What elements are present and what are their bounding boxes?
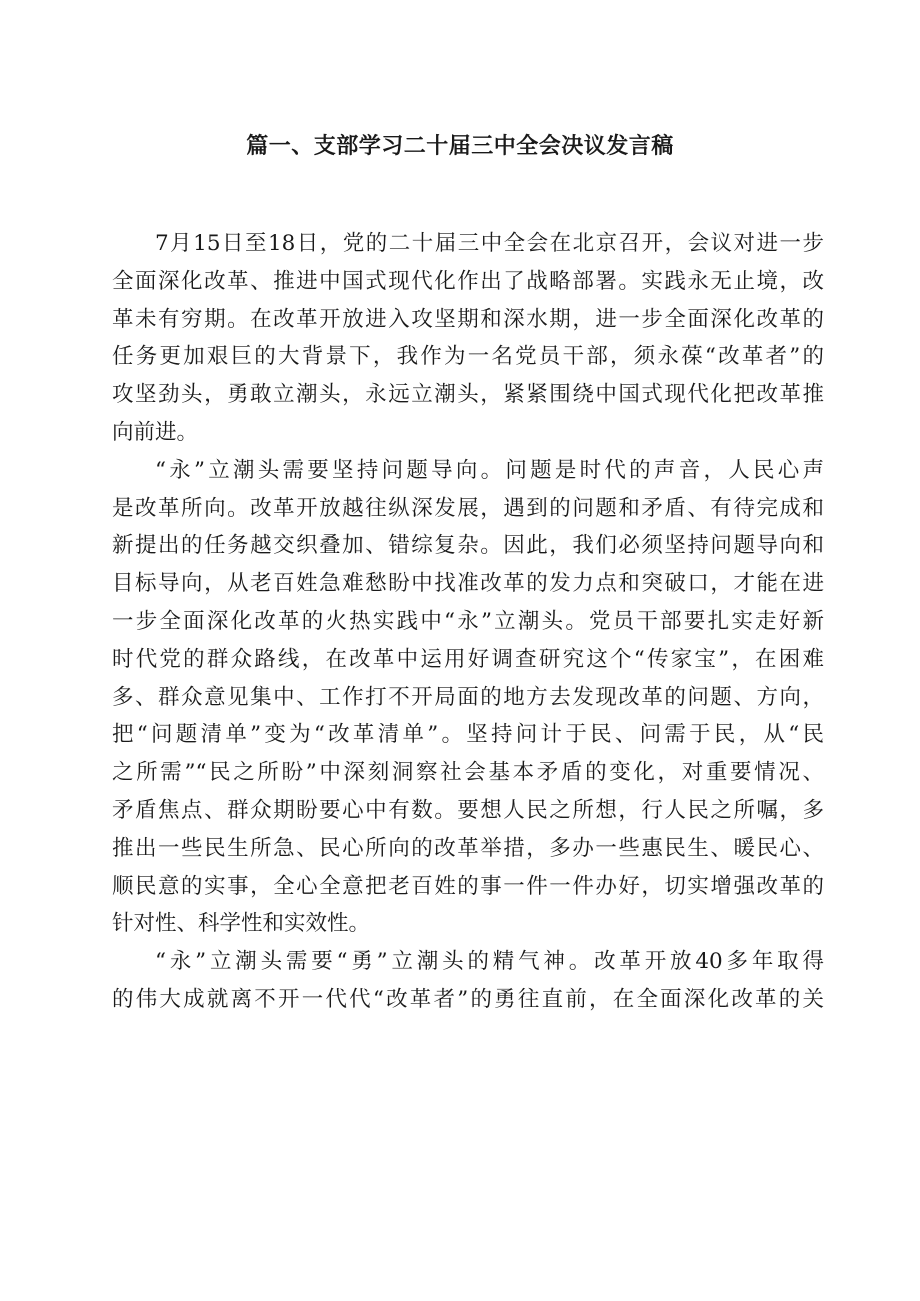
paragraph-line: 革未有穷期。在改革开放进入攻坚期和深水期，进一步全面深化改革的 [112,306,824,332]
paragraph-line: 攻坚劲头，勇敢立潮头，永远立潮头，紧紧围绕中国式现代化把改革推 [112,382,824,408]
paragraph-line: 一步全面深化改革的火热实践中“永”立潮头。党员干部要扎实走好新 [112,608,824,634]
paragraph-line: 目标导向，从老百姓急难愁盼中找准改革的发力点和突破口，才能在进 [112,571,824,597]
page-title: 篇一、支部学习二十届三中全会决议发言稿 [246,134,674,159]
paragraph-line: 的伟大成就离不开一代代“改革者”的勇往直前，在全面深化改革的关 [112,986,824,1012]
paragraph-line: 之所需”“民之所盼”中深刻洞察社会基本矛盾的变化，对重要情况、 [112,760,824,786]
paragraph-line: 多、群众意见集中、工作打不开局面的地方去发现改革的问题、方向， [112,684,824,710]
paragraph-line: 7月15日至18日，党的二十届三中全会在北京召开，会议对进一步 [155,231,824,256]
paragraph-line: 推出一些民生所急、民心所向的改革举措，多办一些惠民生、暖民心、 [112,835,824,861]
paragraph-line: 时代党的群众路线，在改革中运用好调查研究这个“传家宝”，在困难 [112,646,824,672]
paragraph-line: 新提出的任务越交织叠加、错综复杂。因此，我们必须坚持问题导向和 [112,533,824,559]
paragraph-3 [112,943,824,1019]
paragraph-line: 全面深化改革、推进中国式现代化作出了战略部署。实践永无止境，改 [112,268,824,294]
paragraph-line: 矛盾焦点、群众期盼要心中有数。要想人民之所想，行人民之所嘱，多 [112,797,824,823]
paragraph-line: 把“问题清单”变为“改革清单”。坚持问计于民、问需于民，从“民 [112,722,824,748]
paragraph-line: 任务更加艰巨的大背景下，我作为一名党员干部，须永葆“改革者”的 [112,344,824,370]
paragraph-line: “永”立潮头需要坚持问题导向。问题是时代的声音，人民心声 [155,457,824,483]
paragraph-2 [112,452,824,943]
paragraph-1 [112,225,824,452]
document-body [112,225,824,1019]
paragraph-line: 顺民意的实事，全心全意把老百姓的事一件一件办好，切实增强改革的 [112,873,824,899]
paragraph-line: 针对性、科学性和实效性。 [112,911,371,937]
paragraph-line: “永”立潮头需要“勇”立潮头的精气神。改革开放40多年取得 [155,949,824,975]
paragraph-line: 向前进。 [112,419,199,445]
paragraph-line: 是改革所向。改革开放越往纵深发展，遇到的问题和矛盾、有待完成和 [112,495,824,521]
